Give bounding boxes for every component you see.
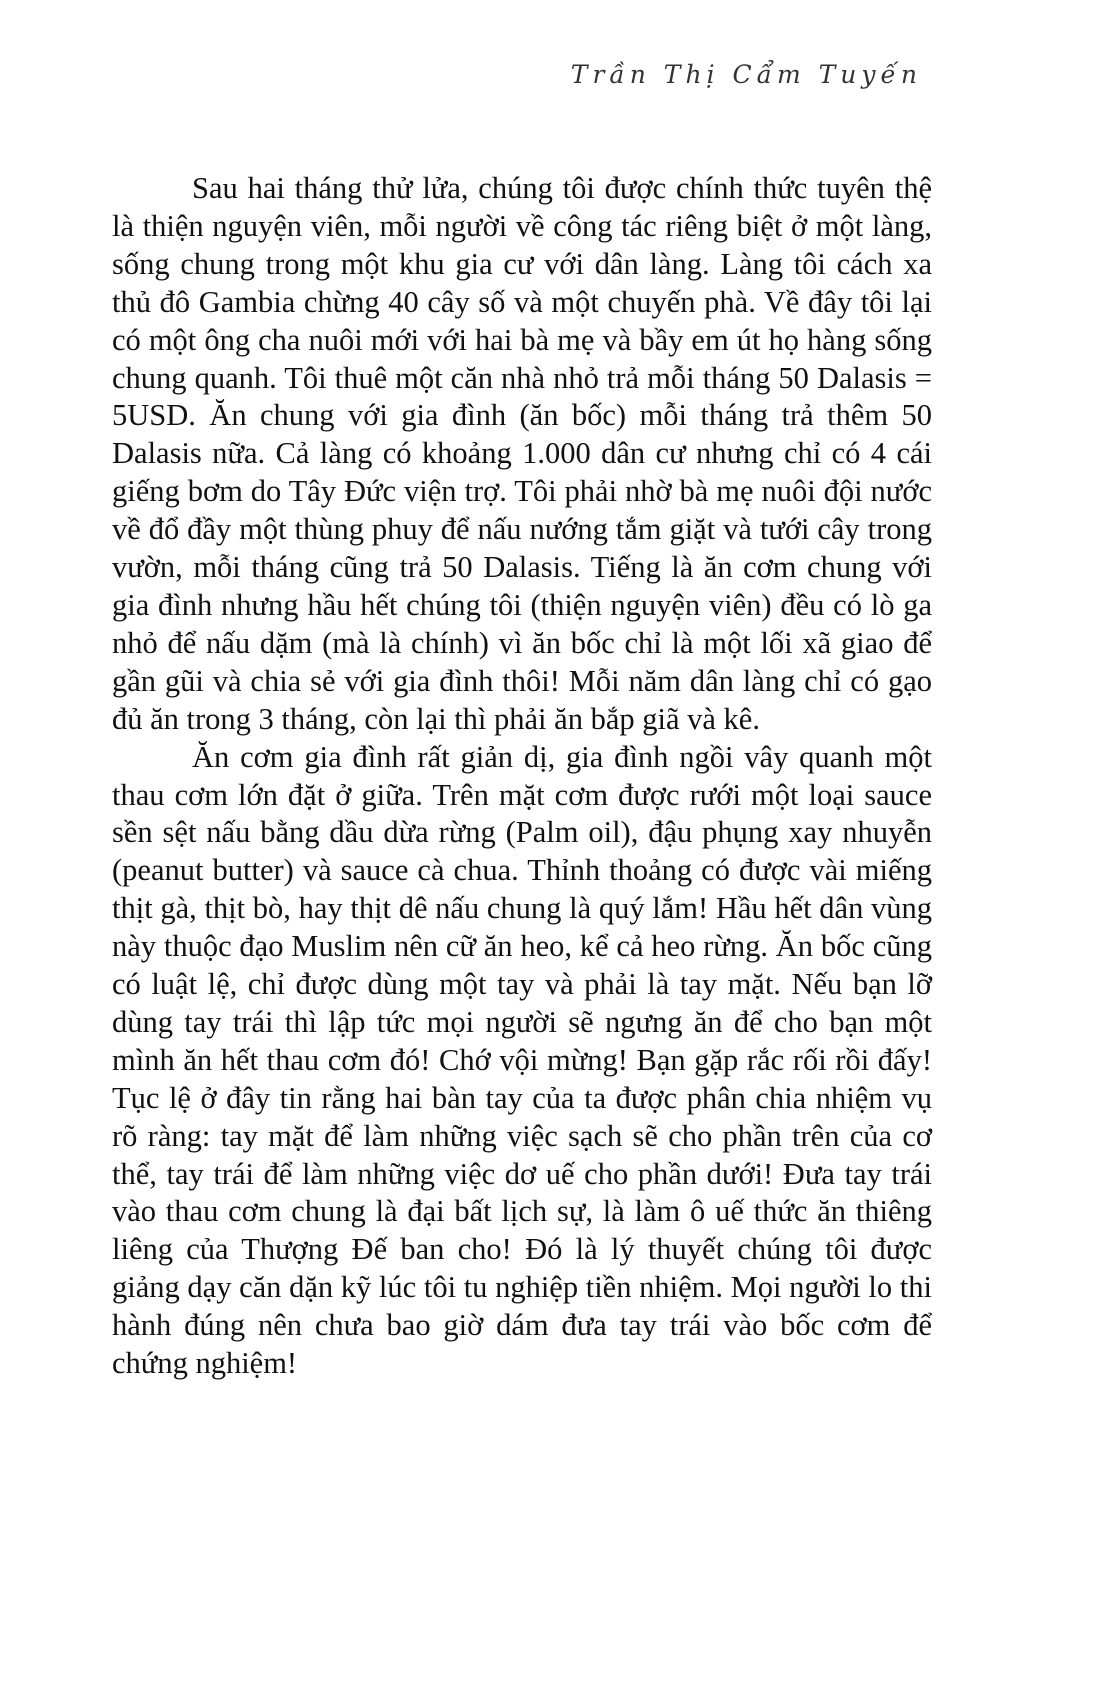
body-text [112, 170, 932, 1383]
running-header-author: Trần Thị Cẩm Tuyến [570, 60, 922, 89]
paragraph-1: Sau hai tháng thử lửa, chúng tôi được chính thức tuyên thệ là thiện nguyện viên, mỗi người về công tác riêng biệt ở một làng, sống chung trong một khu gia cư với dân làng. Làng tôi cách xa thủ đô Gambia chừng 40 cây số và một chuyến phà. Về đây tôi lại có một ông cha nuôi mới với hai bà mẹ và bầy em út họ hàng sống chung quanh. Tôi thuê một căn nhà nhỏ trả mỗi tháng 50 Dalasis = 5USD. Ăn chung với gia đình (ăn bốc) mỗi tháng trả thêm 50 Dalasis nữa. Cả làng có khoảng 1.000 dân cư nhưng chỉ có 4 cái giếng bơm do Tây Đức viện trợ. Tôi phải nhờ bà mẹ nuôi đội nước về đổ đầy một thùng phuy để nấu nướng tắm giặt và tưới cây trong vườn, mỗi tháng cũng trả 50 Dalasis. Tiếng là ăn cơm chung với gia đình nhưng hầu hết chúng tôi (thiện nguyện viên) đều có lò ga nhỏ để nấu dặm (mà là chính) vì ăn bốc chỉ là một lối xã giao để gần gũi và chia sẻ với gia đình thôi! Mỗi năm dân làng chỉ có gạo đủ ăn trong 3 tháng, còn lại thì phải ăn bắp giã và kê. [112, 171, 932, 736]
paragraph-2: Ăn cơm gia đình rất giản dị, gia đình ngồi vây quanh một thau cơm lớn đặt ở giữa. Trên mặt cơm được rưới một loại sauce sền sệt nấu bằng dầu dừa rừng (Palm oil), đậu phụng xay nhuyễn (peanut butter) và sauce cà chua. Thỉnh thoảng có được vài miếng thịt gà, thịt bò, hay thịt dê nấu chung là quý lắm! Hầu hết dân vùng này thuộc đạo Muslim nên cữ ăn heo, kể cả heo rừng. Ăn bốc cũng có luật lệ, chỉ được dùng một tay và phải là tay mặt. Nếu bạn lỡ dùng tay trái thì lập tức mọi người sẽ ngưng ăn để cho bạn một mình ăn hết thau cơm đó! Chớ vội mừng! Bạn gặp rắc rối rồi đấy! Tục lệ ở đây tin rằng hai bàn tay của ta được phân chia nhiệm vụ rõ ràng: tay mặt để làm những việc sạch sẽ cho phần trên của cơ thể, tay trái để làm những việc dơ uế cho phần dưới! Đưa tay trái vào thau cơm chung là đại bất lịch sự, là làm ô uế thức ăn thiêng liêng của Thượng Đế ban cho! Đó là lý thuyết chúng tôi được giảng dạy căn dặn kỹ lúc tôi tu nghiệp tiền nhiệm. Mọi người lo thi hành đúng nên chưa bao giờ dám đưa tay trái vào bốc cơm để chứng nghiệm! [112, 739, 932, 1381]
